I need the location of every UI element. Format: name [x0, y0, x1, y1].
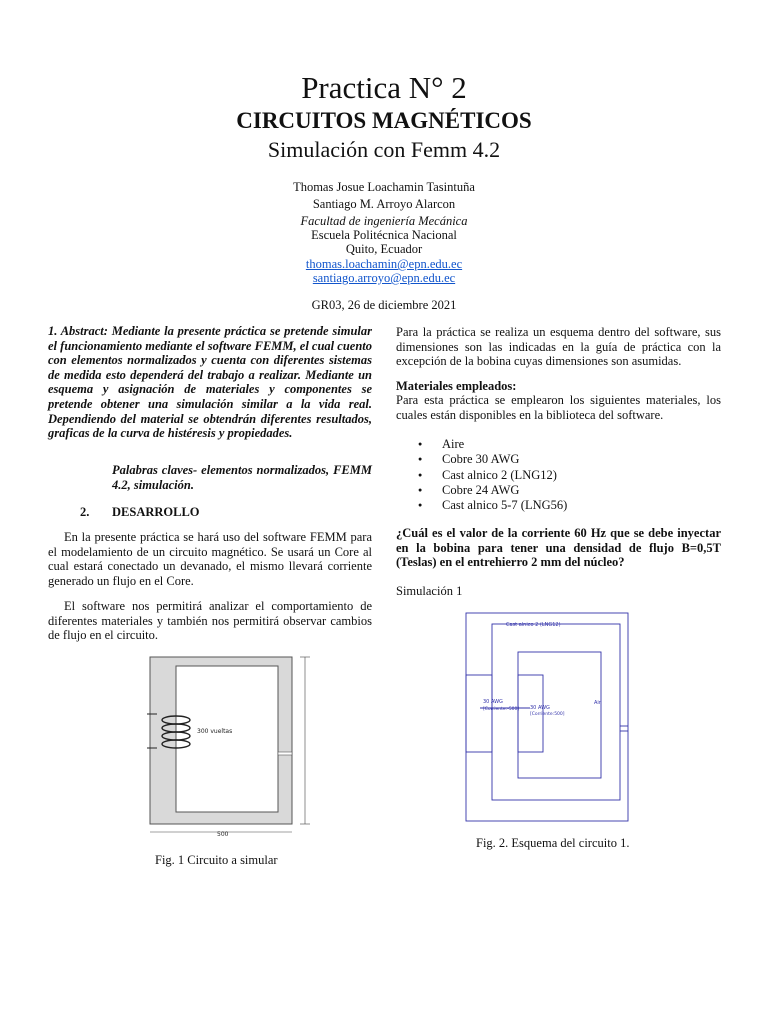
fig1-turns-label: 300 vueltas [197, 728, 233, 735]
page-subtitle-2: Simulación con Femm 4.2 [267, 137, 501, 162]
email-link-1[interactable]: thomas.loachamin@epn.edu.ec [305, 257, 463, 271]
figure-2-schematic [458, 600, 648, 830]
simulation-label: Simulación 1 [396, 584, 463, 598]
fig2-coil1-current: [Corriente:-500] [483, 707, 520, 712]
fig1-bottom-label: 500 [217, 831, 229, 838]
fig2-air-label: Air [594, 700, 601, 706]
section-title: DESARROLLO [112, 505, 200, 519]
school: Escuela Politécnica Nacional [311, 228, 457, 242]
paragraph-1 [48, 530, 372, 588]
fig2-coil2-label: 30 AWG [530, 705, 550, 711]
fig2-coil2-current: [Corriente:500] [530, 712, 565, 717]
materials-intro-text: Para esta práctica se emplearon los siguientes materiales, los cuales están disponibles en la biblioteca del software. [396, 393, 721, 422]
abstract-text: 1. Abstract: Mediante la presente práctica se pretende simular el funcionamiento mediante el software FEMM, el cual cuento con elementos normalizados y cuenta con diferentes sistemas de medida esto dependerá del trabajo a realizar. Mediante un esquema y asignación de materiales y componentes se pretende obtener una simulación similar a la vida real. Dependiendo del material se obtendrán diferentes resultados, graficas de la curva de histéresis y propiedades. [48, 324, 372, 441]
air-gap [278, 752, 292, 755]
list-item: ● Cobre 30 AWG [418, 452, 567, 467]
core-window [176, 666, 278, 812]
materials-intro [396, 393, 721, 422]
list-item: ● Aire [418, 437, 567, 452]
section-number: 2. [80, 505, 90, 519]
right-paragraph-1 [396, 325, 721, 369]
list-item: ● Cobre 24 AWG [418, 483, 567, 498]
page-subtitle: CIRCUITOS MAGNÉTICOS [236, 108, 532, 133]
figure-1-caption: Fig. 1 Circuito a simular [155, 853, 278, 867]
figure-1-circuit [145, 652, 315, 838]
abstract-block [48, 324, 372, 441]
materials-heading: Materiales empleados: [396, 379, 517, 393]
list-item: ● Cast alnico 2 (LNG12) [418, 468, 567, 483]
date-line: GR03, 26 de diciembre 2021 [311, 298, 457, 312]
list-item: ● Cast alnico 5-7 (LNG56) [418, 498, 567, 513]
author-1: Thomas Josue Loachamin Tasintuña [293, 180, 475, 194]
author-2: Santiago M. Arroyo Alarcon [312, 197, 456, 211]
right-paragraph-1-text: Para la práctica se realiza un esquema dentro del software, sus dimensiones son las indicadas en la guía de práctica con la excepción de la bobina cuyas dimensiones son asumidas. [396, 325, 721, 369]
email-link-2[interactable]: santiago.arroyo@epn.edu.ec [312, 271, 456, 285]
fig2-coil1-label: 30 AWG [483, 699, 503, 705]
figure-2-caption: Fig. 2. Esquema del circuito 1. [476, 836, 630, 850]
paragraph-1-text: En la presente práctica se hará uso del software FEMM para el modelamiento de un circuito magnético. Se usará un Core al cual estará conectado un devanado, el mismo llevará corriente generado un flujo en el Core. [48, 530, 372, 588]
fig2-core-label: Cast alnico 2 (LNG12) [506, 622, 561, 628]
keywords: Palabras claves- elementos normalizados, FEMM 4.2, simulación. [112, 463, 372, 492]
page-title: Practica N° 2 [301, 70, 467, 105]
question-text: ¿Cuál es el valor de la corriente 60 Hz que se debe inyectar en la bobina para tener una densidad de flujo B=0,5T (Teslas) en el entrehierro 2 mm del núcleo? [396, 526, 721, 570]
materials-list [418, 437, 567, 513]
city: Quito, Ecuador [345, 242, 423, 256]
paragraph-2 [48, 599, 372, 643]
section-heading [80, 505, 200, 520]
paragraph-2-text: El software nos permitirá analizar el comportamiento de diferentes materiales y también nos permitirá observar cambios de flujo en el circuito. [48, 599, 372, 643]
faculty: Facultad de ingeniería Mecánica [300, 214, 468, 228]
